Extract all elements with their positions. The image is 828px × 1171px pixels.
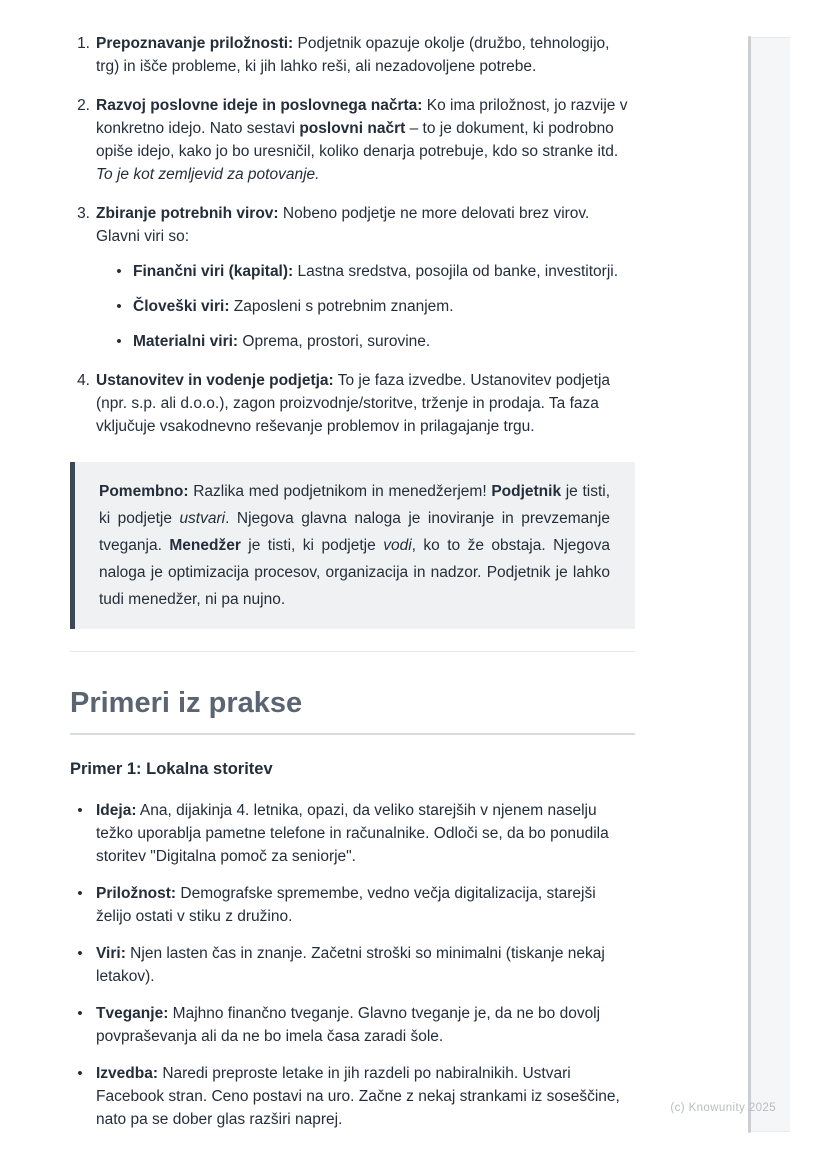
bullet-icon: [70, 882, 90, 928]
nested-list-item: [96, 260, 635, 283]
list-item-text: Zbiranje potrebnih virov: Nobeno podjetje ne more delovati brez virov. Glavni viri so:: [96, 205, 590, 245]
list-item-text: Izvedba: Naredi preproste letake in jih razdeli po nabiralnikih. Ustvari Facebook stran. Ceno postavi na uro. Začne z nekaj strankami iz soseščine, nato pa se dober glas razširi naprej.: [96, 1065, 620, 1128]
list-item-text: Človeški viri: Zaposleni s potrebnim znanjem.: [133, 298, 454, 315]
numbered-item-1: [70, 32, 635, 78]
bullet-icon: [70, 942, 90, 988]
bullet-icon: [112, 295, 126, 318]
example-subheading: Primer 1: Lokalna storitev: [70, 760, 273, 778]
section-divider: [70, 651, 635, 652]
list-item-text: Ustanovitev in vodenje podjetja: To je faza izvedbe. Ustanovitev podjetja (npr. s.p. ali d.o.o.), zagon proizvodnje/storitve, trženje in prodaja. Ta faza vključuje vsakodnevno reševanje problemov in prilagajanje trgu.: [96, 372, 611, 435]
list-number: 1.: [77, 35, 90, 52]
nested-bullet-list: [96, 260, 635, 353]
bullet-icon: [70, 1002, 90, 1048]
bullet-icon: [112, 260, 126, 283]
list-item-text: Razvoj poslovne ideje in poslovnega načrta: Ko ima priložnost, jo razvije v konkretno idejo. Nato sestavi poslovni načrt – to je dokument, ki podrobno opiše idejo, kako jo bo uresničil, koliko denarja potrebuje, kdo so stranke itd. To je kot zemljevid za potovanje.: [96, 97, 628, 183]
list-item-text: Priložnost: Demografske spremembe, vedno večja digitalizacija, starejši želijo ostati v stiku z družino.: [96, 885, 596, 925]
list-item-text: Prepoznavanje priložnosti: Podjetnik opazuje okolje (družbo, tehnologijo, trg) in išče probleme, ki jih lahko reši, ali nezadovoljene potrebe.: [96, 35, 610, 75]
example-bullet-list: [70, 799, 635, 1131]
list-item-text: Viri: Njen lasten čas in znanje. Začetni stroški so minimalni (tiskanje nekaj letakov).: [96, 945, 605, 985]
numbered-item-2: [70, 94, 635, 186]
list-number: 3.: [77, 205, 90, 222]
document-content: [70, 32, 635, 1145]
list-item-text: Materialni viri: Oprema, prostori, surovine.: [133, 333, 431, 350]
list-item-text: Ideja: Ana, dijakinja 4. letnika, opazi, da veliko starejših v njenem naselju težko uporablja pametne telefone in računalnike. Odloči se, da bo ponudila storitev "Digitalna pomoč za seniorje".: [96, 802, 609, 865]
copyright-watermark: (c) Knowunity 2025: [670, 1102, 776, 1114]
list-item-text: Finančni viri (kapital): Lastna sredstva, posojila od banke, investitorji.: [133, 263, 619, 280]
list-item-body: [96, 202, 635, 353]
list-item-text: Tveganje: Majhno finančno tveganje. Glavno tveganje je, da ne bo dovolj povpraševanja ali da ne bo imela časa zaradi šole.: [96, 1005, 601, 1045]
nested-list-item: [96, 330, 635, 353]
list-item: [70, 882, 635, 928]
bullet-icon: [112, 330, 126, 353]
list-number: 4.: [77, 372, 90, 389]
scrollbar-thumb[interactable]: [748, 36, 751, 1133]
list-item: [70, 1002, 635, 1048]
list-item: [70, 942, 635, 988]
bullet-icon: [70, 1062, 90, 1131]
important-callout: Pomembno: Razlika med podjetnikom in menedžerjem! Podjetnik je tisti, ki podjetje ustvari. Njegova glavna naloga je inoviranje in prevzemanje tveganja. Menedžer je tisti, ki podjetje vodi, ko to že obstaja. Njegova naloga je optimizacija procesov, organizacija in nadzor. Podjetnik je lahko tudi menedžer, ni pa nujno.: [70, 462, 635, 629]
list-number: 2.: [77, 97, 90, 114]
list-item: [70, 799, 635, 868]
list-item: [70, 1062, 635, 1131]
page-section-title: Primeri iz prakse: [70, 685, 635, 735]
numbered-item-4: [70, 369, 635, 438]
nested-list-item: [96, 295, 635, 318]
numbered-item-3: [70, 202, 635, 353]
page-edge-strip: [751, 37, 790, 1132]
bullet-icon: [70, 799, 90, 868]
